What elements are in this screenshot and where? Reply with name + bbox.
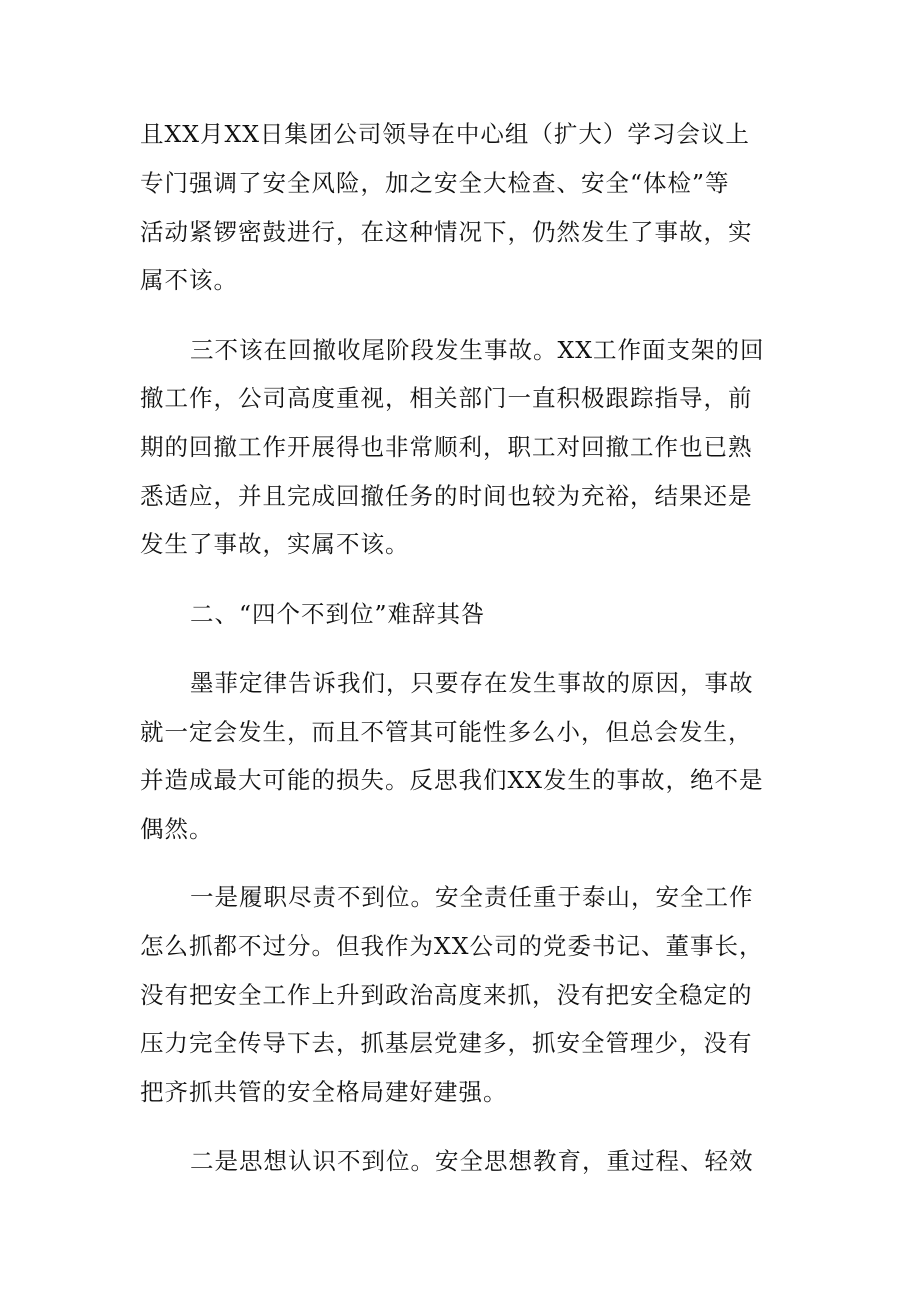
text-line: 并造成最大可能的损失。反思我们XX发生的事故，绝不是	[140, 766, 764, 794]
text-line: 二是思想认识不到位。安全思想教育，重过程、轻效	[190, 1147, 754, 1175]
text-line: 三不该在回撤收尾阶段发生事故。XX工作面支架的回	[190, 336, 765, 364]
text-line: 怎么抓都不过分。但我作为XX公司的党委书记、董事长，	[140, 932, 764, 960]
text-line: 撤工作，公司高度重视，相关部门一直积极跟踪指导，前	[140, 384, 753, 412]
text-line: 没有把安全工作上升到政治高度来抓，没有把安全稳定的	[140, 981, 753, 1009]
text-line: 压力完全传导下去，抓基层党建多，抓安全管理少，没有	[140, 1029, 753, 1057]
section-heading: 二、“四个不到位”难辞其咎	[190, 600, 486, 628]
text-line: 一是履职尽责不到位。安全责任重于泰山，安全工作	[190, 883, 754, 911]
text-line: 专门强调了安全风险，加之安全大检查、安全“体检”等	[140, 169, 730, 197]
text-line: 墨菲定律告诉我们，只要存在发生事故的原因，事故	[190, 669, 754, 697]
text-line: 且XX月XX日集团公司领导在中心组（扩大）学习会议上	[140, 120, 750, 148]
text-line: 把齐抓共管的安全格局建好建强。	[140, 1078, 508, 1106]
text-line: 就一定会发生，而且不管其可能性多么小，但总会发生，	[140, 718, 753, 746]
text-line: 悉适应，并且完成回撤任务的时间也较为充裕，结果还是	[140, 482, 753, 510]
text-line: 偶然。	[140, 815, 214, 843]
text-line: 属不该。	[140, 266, 238, 294]
text-line: 发生了事故，实属不该。	[140, 530, 410, 558]
text-line: 期的回撤工作开展得也非常顺利，职工对回撤工作也已熟	[140, 433, 753, 461]
text-line: 活动紧锣密鼓进行，在这种情况下，仍然发生了事故，实	[140, 218, 753, 246]
